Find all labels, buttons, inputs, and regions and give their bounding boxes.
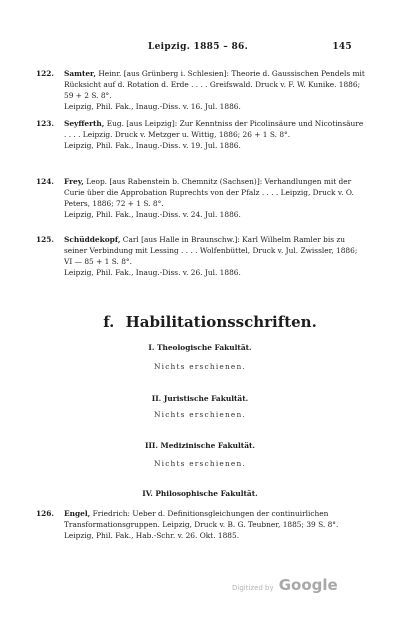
- entry-author: Engel,: [64, 509, 91, 518]
- watermark-prefix: Digitized by: [232, 584, 274, 592]
- entry-title: Friedrich: Ueber d. Definitionsgleichungen der continuirlichen Transformationsgruppen. Leipzig, Druck v. B. G. Teubner, 1885; 39 S. 8°.: [64, 509, 339, 529]
- running-head-title: Leipzig. 1885 – 86.: [148, 42, 249, 52]
- entry-author: Seyfferth,: [64, 119, 105, 128]
- entry-citation: [64, 68, 366, 101]
- bibliography-entry: [36, 234, 366, 278]
- bibliography-entry: [36, 68, 366, 112]
- entry-title: Eug. [aus Leipzig]: Zur Kenntniss der Picolinsäure und Nicotinsäure . . . . Leipzig. Druck v. Metzger u. Wittig, 1886; 26 + 1 S. 8°.: [64, 119, 364, 139]
- bibliography-entry: [36, 508, 366, 541]
- entry-author: Schüddekopf,: [64, 235, 121, 244]
- entry-citation: [64, 176, 366, 209]
- entry-citation: [64, 234, 366, 267]
- faculty-heading: IV. Philosophische Fakultät.: [142, 489, 258, 498]
- entry-citation: [64, 118, 366, 140]
- faculty-heading: I. Theologische Fakultät.: [148, 343, 252, 352]
- entry-author: Samter,: [64, 69, 96, 78]
- faculty-note: Nichts erschienen.: [153, 410, 247, 419]
- google-logo: Google: [278, 576, 338, 594]
- entry-dissertation-note: Leipzig, Phil. Fak., Inaug.-Diss. v. 24. Jul. 1886.: [64, 210, 241, 219]
- entry-title: Carl [aus Halle in Braunschw.]: Karl Wilhelm Ramler bis zu seiner Verbindung mit Lessing . . . . Wolfenbüttel, Druck v. Jul. Zwissler, 1886; VI — 85 + 1 S. 8°.: [64, 235, 358, 266]
- faculty-note: Nichts erschienen.: [153, 362, 247, 371]
- entry-author: Frey,: [64, 177, 84, 186]
- entry-citation: [64, 508, 366, 530]
- entry-dissertation-note: Leipzig, Phil. Fak., Inaug.-Diss. v. 26. Jul. 1886.: [64, 268, 241, 277]
- section-letter: f.: [103, 313, 115, 331]
- faculty-note: Nichts erschienen.: [153, 459, 247, 468]
- entry-number: 123.: [36, 119, 55, 128]
- entry-number: 125.: [36, 235, 55, 244]
- bibliography-entry: [36, 176, 366, 220]
- entry-title: Leop. [aus Rabenstein b. Chemnitz (Sachsen)]: Verhandlungen mit der Curie über die Approbation Ruprechts von der Pfalz . . . . Leipzig, Druck v. O. Peters, 1886; 72 + 1 S. 8°.: [64, 177, 354, 208]
- page-number: 145: [332, 42, 352, 52]
- bibliography-entry: [36, 118, 366, 151]
- section-title: Habilitationsschriften.: [125, 313, 317, 331]
- section-heading: [0, 313, 400, 331]
- entry-title: Heinr. [aus Grünberg i. Schlesien]: Theorie d. Gaussischen Pendels mit Rücksicht auf d. Rotation d. Erde . . . . Greifswald. Druck v. F. W. Kunike. 1886; 59 + 2 S. 8°.: [64, 69, 365, 100]
- entry-number: 126.: [36, 509, 55, 518]
- entry-habilitation-note: Leipzig, Phil. Fak., Hab.-Schr. v. 26. Okt. 1885.: [64, 531, 240, 540]
- entry-number: 124.: [36, 177, 55, 186]
- digitized-watermark: [232, 575, 338, 594]
- faculty-heading: III. Medizinische Fakultät.: [145, 441, 255, 450]
- entry-number: 122.: [36, 69, 55, 78]
- entry-dissertation-note: Leipzig, Phil. Fak., Inaug.-Diss. v. 19. Jul. 1886.: [64, 141, 241, 150]
- faculty-heading: II. Juristische Fakultät.: [151, 394, 249, 403]
- running-head: [0, 42, 400, 54]
- entry-dissertation-note: Leipzig, Phil. Fak., Inaug.-Diss. v. 16. Jul. 1886.: [64, 102, 241, 111]
